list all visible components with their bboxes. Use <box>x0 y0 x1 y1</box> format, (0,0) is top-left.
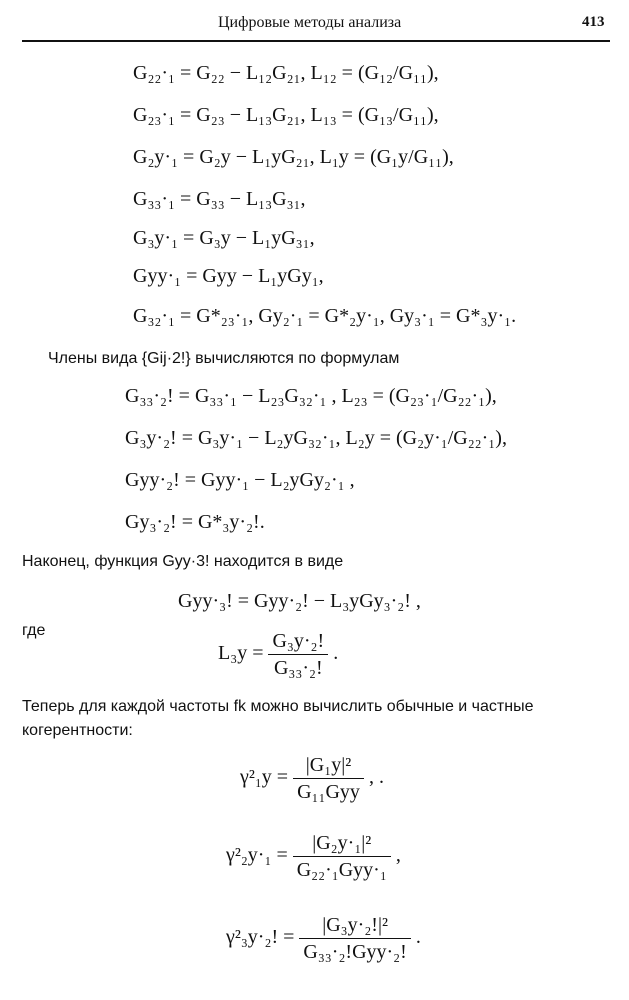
page-number: 413 <box>582 14 605 30</box>
equation-8: G₃₃·₂! = G₃₃·₁ − L₂₃G₃₂·₁ , L₂₃ = (G₂₃·₁/G₂₂·₁), <box>125 385 497 407</box>
eq16-tail: . <box>415 926 421 949</box>
equation-13 <box>218 628 338 681</box>
equation-4: G₃₃·₁ = G₃₃ − L₁₃G₃₁, <box>133 188 306 210</box>
equation-3: G₂y·₁ = G₂y − L₁yG₂₁, L₁y = (G₁y/G₁₁), <box>133 146 454 168</box>
eq15-denominator: G₂₂·₁Gyy·₁ <box>296 859 387 881</box>
eq15-lhs: γ²₂y·₁ = <box>226 844 288 867</box>
paragraph-where: где <box>22 622 46 639</box>
equation-15 <box>226 830 401 883</box>
equation-11: Gy₃·₂! = G*₃y·₂!. <box>125 511 265 533</box>
eq14-denominator: G₁₁Gyy <box>297 781 360 803</box>
eq16-fraction <box>299 912 410 965</box>
paragraph-finally: Наконец, функция Gyy·3! находится в виде <box>22 553 344 570</box>
paragraph-members: Члены вида {Gij·2!} вычисляются по формулам <box>48 350 400 367</box>
eq13-denominator: G₃₃·₂! <box>273 657 323 679</box>
equation-5: G₃y·₁ = G₃y − L₁yG₃₁, <box>133 227 315 249</box>
eq13-tail: . <box>333 642 339 665</box>
eq15-tail: , <box>395 844 401 867</box>
eq15-numerator: |G₂y·₁|² <box>293 830 391 857</box>
equation-9: G₃y·₂! = G₃y·₁ − L₂yG₃₂·₁, L₂y = (G₂y·₁/G₂₂·₁), <box>125 427 507 449</box>
equation-12: Gyy·₃! = Gyy·₂! − L₃yGy₃·₂! , <box>178 590 421 612</box>
eq13-numerator: G₃y·₂! <box>268 628 328 655</box>
equation-14 <box>240 752 384 805</box>
equation-16 <box>226 912 421 965</box>
equation-10: Gyy·₂! = Gyy·₁ − L₂yGy₂·₁ , <box>125 469 355 491</box>
equation-1: G₂₂·₁ = G₂₂ − L₁₂G₂₁, L₁₂ = (G₁₂/G₁₁), <box>133 62 439 84</box>
eq13-lhs: L₃y = <box>218 642 264 665</box>
equation-2: G₂₃·₁ = G₂₃ − L₁₃G₂₁, L₁₃ = (G₁₃/G₁₁), <box>133 104 439 126</box>
running-header-title: Цифровые методы анализа <box>218 14 402 31</box>
eq14-fraction <box>293 752 364 805</box>
eq16-numerator: |G₃y·₂!|² <box>299 912 410 939</box>
header-rule <box>22 40 610 42</box>
eq15-fraction <box>293 830 391 883</box>
eq14-numerator: |G₁y|² <box>293 752 364 779</box>
equation-6: Gyy·₁ = Gyy − L₁yGy₁, <box>133 265 324 287</box>
eq14-tail: , . <box>368 766 384 789</box>
eq16-denominator: G₃₃·₂!Gyy·₂! <box>303 941 407 963</box>
equation-7: G₃₂·₁ = G*₂₃·₁, Gy₂·₁ = G*₂y·₁, Gy₃·₁ = G*₃y·₁. <box>133 305 517 327</box>
paragraph-coherences: Теперь для каждой частоты fk можно вычислить обычные и частные когерентности: <box>22 698 534 739</box>
eq14-lhs: γ²₁y = <box>240 766 289 789</box>
eq13-fraction <box>268 628 328 681</box>
eq16-lhs: γ²₃y·₂! = <box>226 926 295 949</box>
